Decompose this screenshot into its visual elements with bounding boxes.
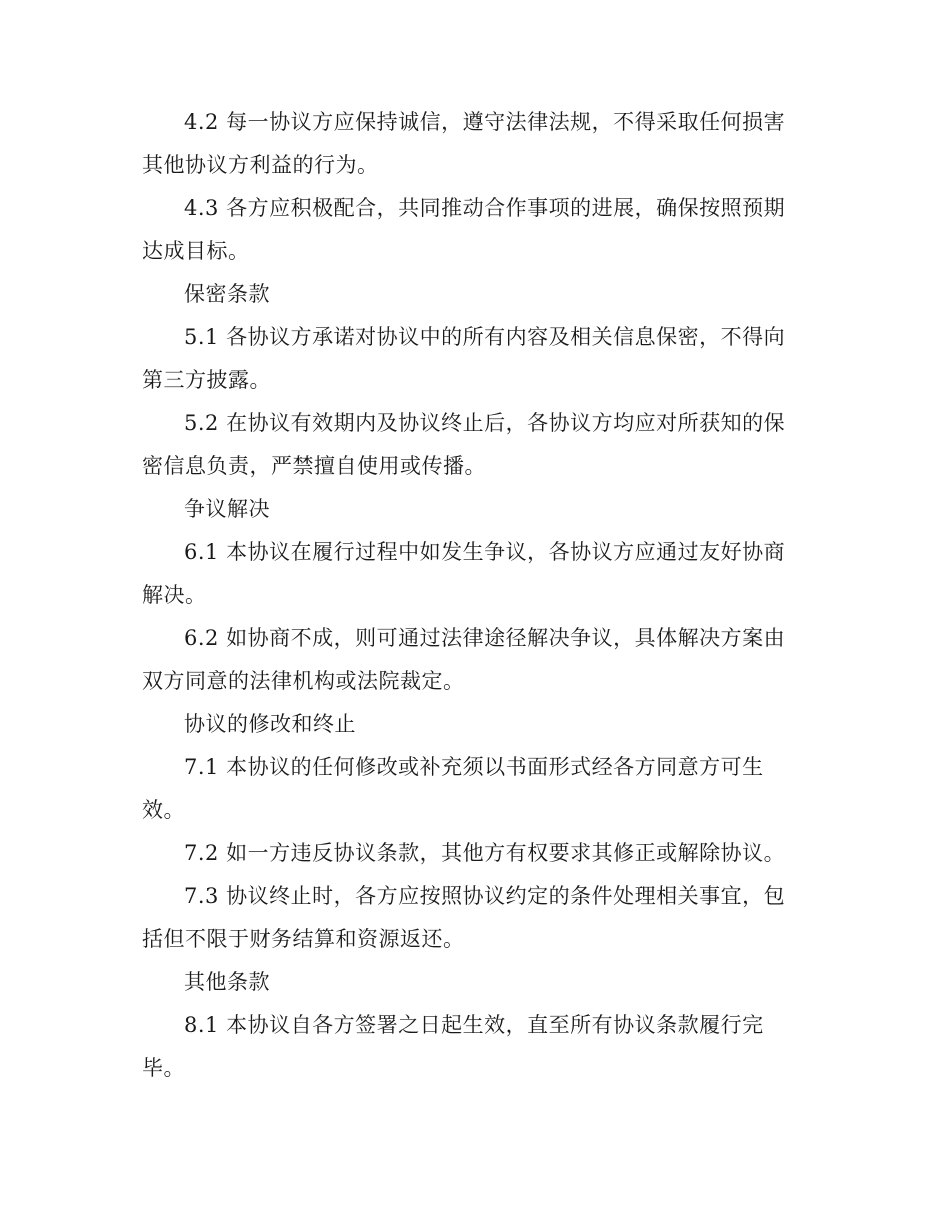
clause-5-1: 5.1 各协议方承诺对协议中的所有内容及相关信息保密，不得向第三方披露。	[142, 325, 786, 392]
clause-7-1: 7.1 本协议的任何修改或补充须以书面形式经各方同意方可生效。	[142, 755, 764, 822]
section-heading-amendment-termination: 协议的修改和终止	[184, 712, 356, 736]
clause-4-3: 4.3 各方应积极配合，共同推动合作事项的进展，确保按照预期达成目标。	[142, 196, 786, 263]
clause-7-2: 7.2 如一方违反协议条款，其他方有权要求其修正或解除协议。	[184, 841, 786, 865]
clause-4-2: 4.2 每一协议方应保持诚信，遵守法律法规，不得采取任何损害其他协议方利益的行为。	[142, 110, 786, 177]
clause-7-3: 7.3 协议终止时，各方应按照协议约定的条件处理相关事宜，包括但不限于财务结算和资源返还。	[142, 884, 786, 951]
clause-6-1: 6.1 本协议在履行过程中如发生争议，各协议方应通过友好协商解决。	[142, 540, 786, 607]
document-body	[142, 101, 802, 1090]
clause-8-1: 8.1 本协议自各方签署之日起生效，直至所有协议条款履行完毕。	[142, 1013, 764, 1080]
section-heading-confidentiality: 保密条款	[184, 282, 270, 306]
section-heading-other-terms: 其他条款	[184, 970, 270, 994]
clause-6-2: 6.2 如协商不成，则可通过法律途径解决争议，具体解决方案由双方同意的法律机构或法院裁定。	[142, 626, 786, 693]
section-heading-dispute-resolution: 争议解决	[184, 497, 270, 521]
clause-5-2: 5.2 在协议有效期内及协议终止后，各协议方均应对所获知的保密信息负责，严禁擅自使用或传播。	[142, 411, 786, 478]
